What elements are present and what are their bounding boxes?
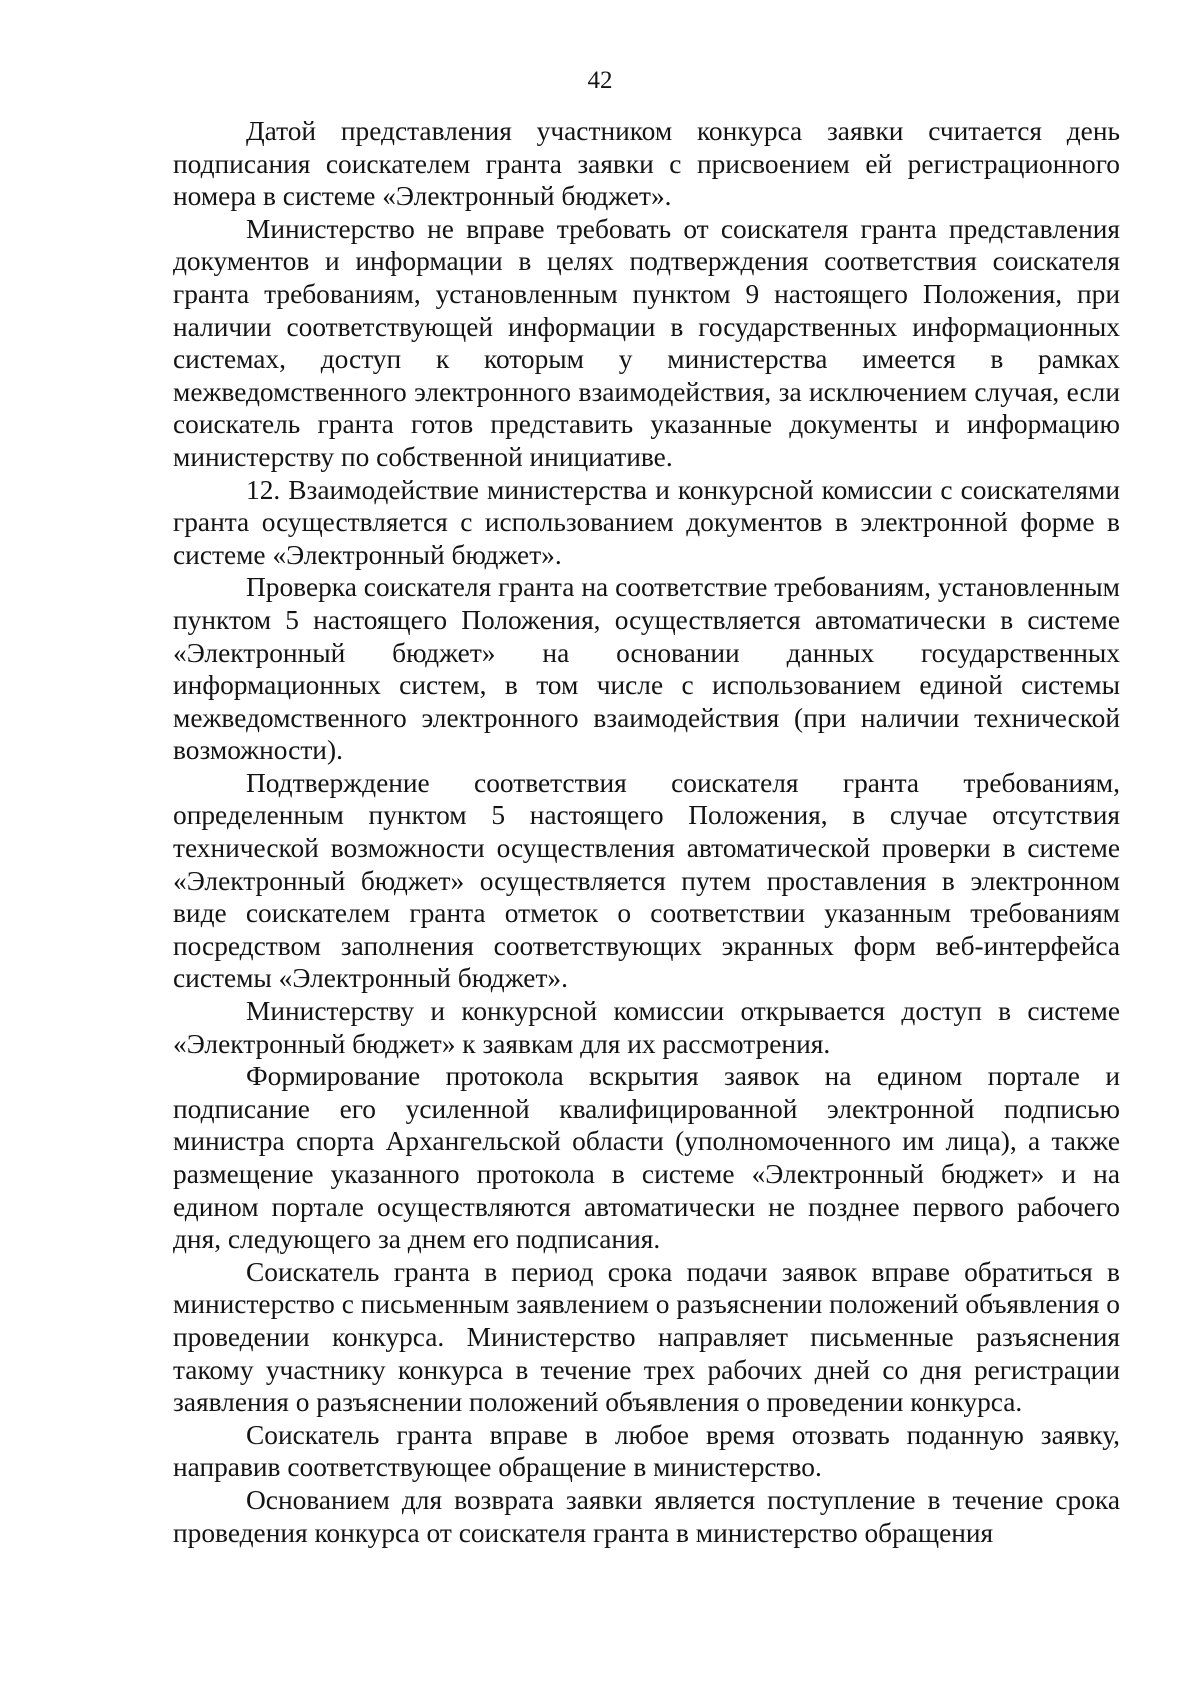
paragraph-confirmation: Подтверждение соответствия соискателя гранта требованиям, определенным пунктом 5 настоящего Положения, в случае отсутствия технической возможности осуществления автоматической проверки в системе «Электронный бюджет» осуществляется путем проставления в электронном виде соискателем гранта отметок о соответствии указанным требованиям посредством заполнения соответствующих экранных форм веб-интерфейса системы «Электронный бюджет». bbox=[173, 767, 1120, 994]
paragraph-submission-date: Датой представления участником конкурса заявки считается день подписания соискателем гранта заявки с присвоением ей регистрационного номера в системе «Электронный бюджет». bbox=[173, 116, 1120, 212]
paragraph-protocol: Формирование протокола вскрытия заявок на едином портале и подписание его усиленной квалифицированной электронной подписью министра спорта Архангельской области (уполномоченного им лица), а также размещение указанного протокола в системе «Электронный бюджет» и на едином портале осуществляются автоматически не позднее первого рабочего дня, следующего за днем его подписания. bbox=[173, 1061, 1120, 1255]
paragraph-return-grounds: Основанием для возврата заявки является поступление в течение срока проведения конкурса от соискателя гранта в министерство обращения bbox=[173, 1484, 1120, 1548]
paragraph-clarification: Соискатель гранта в период срока подачи заявок вправе обратиться в министерство с письменным заявлением о разъяснении положений объявления о проведении конкурса. Министерство направляет письменные разъяснения такому участнику конкурса в течение трех рабочих дней со дня регистрации заявления о разъяснении положений объявления о проведении конкурса. bbox=[173, 1256, 1120, 1418]
document-body bbox=[173, 115, 1120, 1549]
page-number: 42 bbox=[587, 67, 613, 94]
paragraph-12-interaction: 12. Взаимодействие министерства и конкурсной комиссии с соискателями гранта осуществляется с использованием документов в электронной форме в системе «Электронный бюджет». bbox=[173, 474, 1120, 570]
paragraph-ministry-requirements: Министерство не вправе требовать от соискателя гранта представления документов и информации в целях подтверждения соответствия соискателя гранта требованиям, установленным пунктом 9 настоящего Положения, при наличии соответствующей информации в государственных информационных системах, доступ к которым у министерства имеется в рамках межведомственного электронного взаимодействия, за исключением случая, если соискатель гранта готов представить указанные документы и информацию министерству по собственной инициативе. bbox=[173, 213, 1120, 472]
paragraph-withdrawal: Соискатель гранта вправе в любое время отозвать поданную заявку, направив соответствующее обращение в министерство. bbox=[173, 1419, 1120, 1483]
paragraph-access: Министерству и конкурсной комиссии открывается доступ в системе «Электронный бюджет» к заявкам для их рассмотрения. bbox=[173, 996, 1120, 1059]
paragraph-automatic-check: Проверка соискателя гранта на соответствие требованиям, установленным пунктом 5 настоящего Положения, осуществляется автоматически в системе «Электронный бюджет» на основании данных государственных информационных систем, в том числе с использованием единой системы межведомственного электронного взаимодействия (при наличии технической возможности). bbox=[173, 572, 1120, 766]
